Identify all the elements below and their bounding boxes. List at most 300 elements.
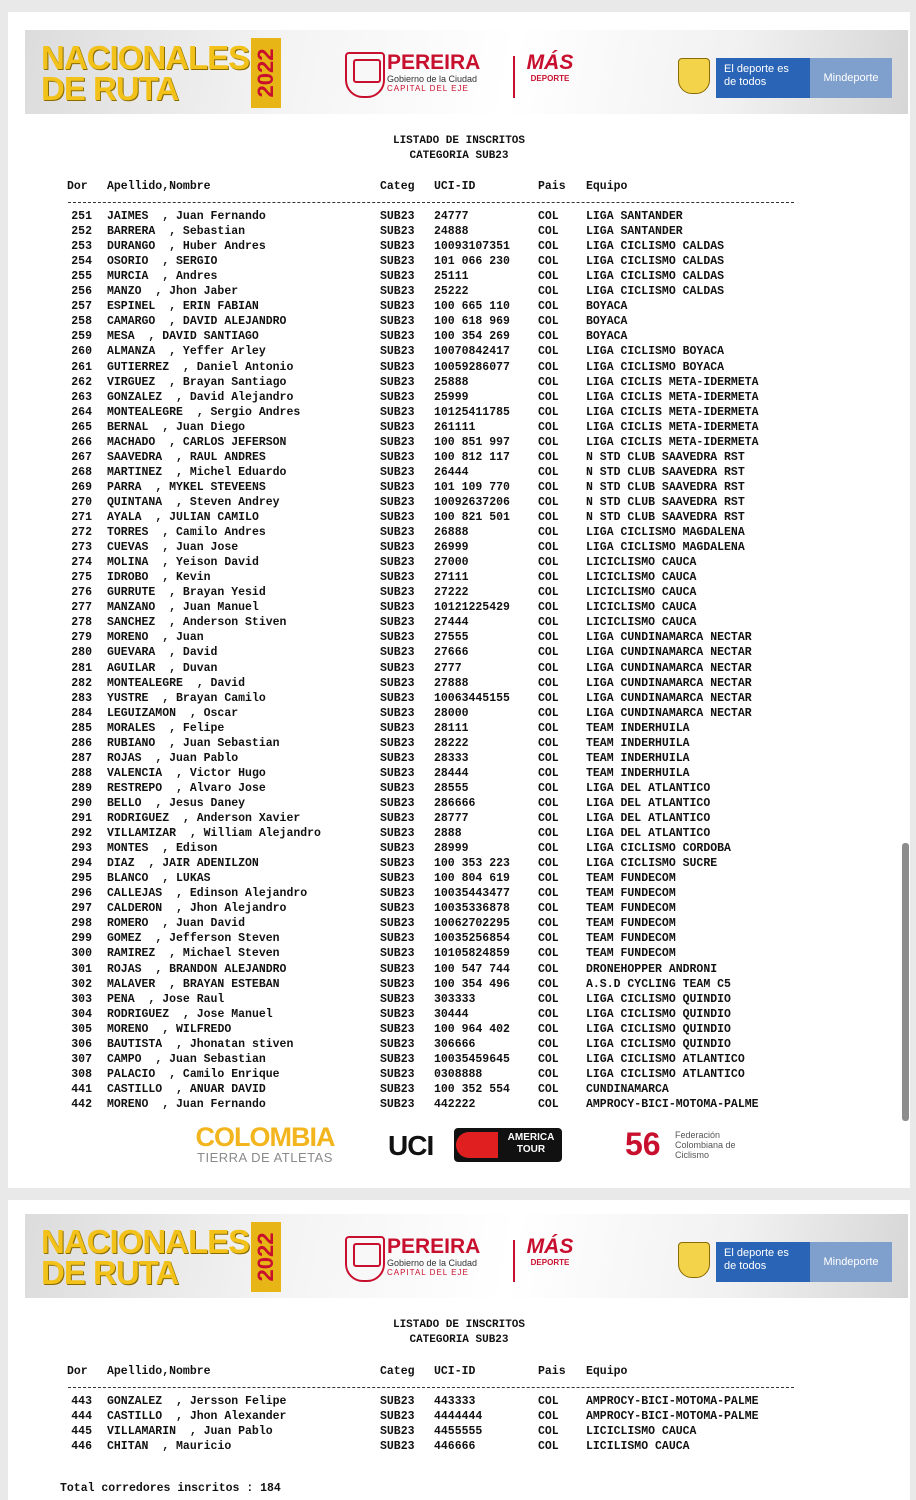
cell-equipo: LIGA CICLISMO SUCRE	[586, 857, 718, 871]
cell-equipo: TEAM INDERHUILA	[586, 751, 690, 765]
cell-uci-id: 2777	[434, 661, 462, 675]
cell-apellido: AYALA	[107, 511, 142, 524]
name-separator: ,	[141, 962, 170, 976]
cell-categ: SUB23	[380, 345, 415, 359]
cell-apellido-nombre	[107, 254, 217, 269]
total-riders: Total corredores inscritos : 184	[60, 1482, 281, 1495]
name-separator: ,	[141, 1052, 170, 1066]
cell-uci-id: 28444	[434, 766, 469, 780]
table-row	[8, 916, 910, 931]
cell-categ: SUB23	[380, 932, 415, 946]
cell-apellido: RUBIANO	[107, 736, 156, 750]
table-row	[8, 781, 910, 796]
cell-apellido: PENA	[107, 992, 135, 1006]
cell-apellido-nombre	[107, 405, 300, 420]
cell-categ: SUB23	[380, 796, 415, 810]
cell-apellido: QUINTANA	[107, 495, 163, 509]
cell-nombre: SERGIO	[176, 255, 218, 269]
cell-apellido-nombre	[107, 510, 259, 525]
cell-nombre: Brayan Santiago	[182, 375, 287, 389]
table-row	[8, 751, 910, 766]
cell-uci-id: 27222	[434, 586, 469, 600]
cell-apellido-nombre	[107, 841, 217, 856]
cell-categ: SUB23	[380, 812, 415, 825]
cell-apellido-nombre	[107, 931, 280, 946]
cell-pais: COL	[538, 887, 559, 901]
cell-dor: 287	[71, 751, 92, 765]
cell-nombre: Camilo Enrique	[182, 1067, 280, 1081]
cell-apellido: CHITAN	[107, 1440, 149, 1454]
cell-apellido: GUTIERREZ	[107, 360, 170, 374]
table-row	[8, 600, 910, 615]
cell-dor: 304	[71, 1007, 92, 1021]
fcc-logo-icon: 56	[625, 1126, 661, 1162]
cell-uci-id: 100 354 496	[434, 977, 510, 991]
logo-divider	[513, 1240, 515, 1282]
city-subtitle: Gobierno de la Ciudad	[387, 74, 478, 84]
name-separator: ,	[182, 676, 211, 690]
col-uci-id: UCI-ID	[434, 1365, 476, 1378]
cell-pais: COL	[538, 1052, 559, 1066]
cell-equipo: LIGA DEL ATLANTICO	[586, 781, 711, 795]
cell-categ: SUB23	[380, 661, 415, 675]
cell-equipo: DRONEHOPPER ANDRONI	[586, 962, 718, 976]
cell-uci-id: 24777	[434, 210, 469, 223]
cell-equipo: LIGA CICLIS META-IDERMETA	[586, 420, 759, 434]
cell-categ: SUB23	[380, 435, 415, 449]
cell-apellido-nombre	[107, 645, 217, 660]
cell-nombre: Juan Jose	[176, 541, 239, 555]
colombia-tagline: TIERRA DE ATLETAS	[197, 1150, 333, 1165]
cell-apellido-nombre	[107, 224, 245, 239]
cell-nombre: Brayan Yesid	[182, 586, 266, 600]
cell-equipo: AMPROCY-BICI-MOTOMA-PALME	[586, 1395, 759, 1408]
cell-apellido-nombre	[107, 299, 259, 314]
cell-nombre: Edison	[176, 842, 218, 856]
cell-uci-id: 25111	[434, 270, 469, 284]
cell-dor: 254	[71, 255, 92, 269]
table-row	[8, 901, 910, 916]
cell-apellido: ROMERO	[107, 917, 149, 931]
cell-apellido-nombre	[107, 1424, 273, 1439]
cell-apellido-nombre	[107, 329, 259, 344]
cell-uci-id: 26444	[434, 465, 469, 479]
cell-dor: 270	[71, 495, 92, 509]
cell-apellido: LEGUIZAMON	[107, 706, 177, 720]
name-separator: ,	[141, 751, 170, 765]
cell-nombre: Felipe	[182, 721, 225, 735]
cell-equipo: LIGA CICLISMO CALDAS	[586, 285, 725, 299]
cell-pais: COL	[538, 390, 559, 404]
cell-categ: SUB23	[380, 450, 415, 464]
cell-nombre: Anderson Xavier	[196, 812, 301, 825]
cell-equipo: BOYACA	[586, 315, 628, 329]
cell-pais: COL	[538, 796, 559, 810]
cell-pais: COL	[538, 932, 559, 946]
cell-uci-id: 10093107351	[434, 240, 510, 254]
name-separator: ,	[162, 781, 190, 795]
cell-categ: SUB23	[380, 646, 415, 660]
cell-nombre: WILFREDO	[176, 1022, 232, 1036]
cell-equipo: LIGA CICLIS META-IDERMETA	[586, 405, 759, 419]
cell-categ: SUB23	[380, 1037, 415, 1051]
cell-pais: COL	[538, 1037, 559, 1051]
cell-dor: 301	[71, 962, 92, 976]
table-row	[8, 495, 910, 510]
cell-categ: SUB23	[380, 541, 415, 555]
cell-pais: COL	[538, 1067, 559, 1081]
name-separator: ,	[155, 616, 183, 630]
name-separator: ,	[162, 766, 190, 780]
cell-categ: SUB23	[380, 420, 415, 434]
cell-equipo: AMPROCY-BICI-MOTOMA-PALME	[586, 1097, 759, 1111]
cell-categ: SUB23	[380, 902, 415, 916]
cell-uci-id: 306666	[434, 1037, 476, 1051]
table-row	[8, 329, 910, 344]
cell-categ: SUB23	[380, 857, 415, 871]
cell-pais: COL	[538, 480, 559, 494]
cell-apellido: MONTES	[107, 842, 149, 856]
cell-uci-id: 27000	[434, 556, 469, 570]
cell-equipo: LIGA SANTANDER	[586, 225, 683, 239]
table-row	[8, 585, 910, 600]
cell-categ: SUB23	[380, 842, 415, 856]
table-row	[8, 344, 910, 359]
cell-apellido-nombre	[107, 1082, 266, 1097]
cell-equipo: CUNDINAMARCA	[586, 1082, 669, 1096]
cell-equipo: LIGA CUNDINAMARCA NECTAR	[586, 691, 752, 705]
cell-pais: COL	[538, 706, 559, 720]
cell-apellido-nombre	[107, 314, 286, 329]
cell-apellido: CUEVAS	[107, 541, 149, 555]
cell-apellido: BELLO	[107, 796, 142, 810]
cell-dor: 277	[71, 601, 92, 615]
cell-apellido: VALENCIA	[107, 766, 163, 780]
cell-dor: 271	[71, 511, 92, 524]
cell-pais: COL	[538, 300, 559, 314]
table-row	[8, 570, 910, 585]
cell-apellido-nombre	[107, 239, 266, 254]
pereira-seal-icon	[345, 1236, 385, 1282]
cell-categ: SUB23	[380, 360, 415, 374]
table-row	[8, 1022, 910, 1037]
cell-apellido-nombre	[107, 360, 293, 375]
cell-uci-id: 100 821 501	[434, 511, 510, 524]
cell-categ: SUB23	[380, 917, 415, 931]
cell-categ: SUB23	[380, 721, 415, 735]
cell-dor: 261	[71, 360, 92, 374]
cell-apellido: CAMARGO	[107, 315, 156, 329]
cell-apellido-nombre	[107, 1409, 286, 1424]
cell-pais: COL	[538, 345, 559, 359]
cell-dor: 286	[71, 736, 92, 750]
cell-nombre: David	[210, 676, 246, 690]
cell-uci-id: 26888	[434, 526, 469, 540]
cell-pais: COL	[538, 225, 559, 239]
name-separator: ,	[155, 586, 183, 600]
cell-categ: SUB23	[380, 240, 415, 254]
cell-nombre: Duvan	[182, 661, 218, 675]
cell-uci-id: 10059286077	[434, 360, 510, 374]
cell-apellido-nombre	[107, 1067, 280, 1082]
cell-apellido: RODRIGUEZ	[107, 1007, 170, 1021]
event-logo	[41, 1223, 279, 1291]
cell-nombre: Victor Hugo	[189, 766, 266, 780]
table-row	[8, 871, 910, 886]
cell-pais: COL	[538, 812, 559, 825]
cell-pais: COL	[538, 842, 559, 856]
cell-nombre: Jhonatan stiven	[189, 1037, 294, 1051]
cell-equipo: LIGA CUNDINAMARCA NECTAR	[586, 646, 752, 660]
cell-nombre: JULIAN CAMILO	[169, 511, 259, 524]
cell-apellido-nombre	[107, 781, 266, 796]
cell-apellido-nombre	[107, 856, 259, 871]
cell-nombre: Yeison David	[176, 556, 259, 570]
cell-categ: SUB23	[380, 691, 415, 705]
cell-apellido-nombre	[107, 284, 238, 299]
name-separator: ,	[141, 285, 170, 299]
cell-apellido-nombre	[107, 661, 217, 676]
cell-uci-id: 28999	[434, 842, 469, 856]
cell-categ: SUB23	[380, 1022, 415, 1036]
cell-dor: 441	[71, 1082, 92, 1096]
cell-categ: SUB23	[380, 827, 415, 841]
cell-categ: SUB23	[380, 315, 415, 329]
cell-categ: SUB23	[380, 1410, 415, 1424]
pereira-seal-icon	[345, 52, 385, 98]
name-separator: ,	[148, 526, 177, 540]
cell-categ: SUB23	[380, 706, 415, 720]
cell-categ: SUB23	[380, 1052, 415, 1066]
cell-categ: SUB23	[380, 375, 415, 389]
cell-nombre: William Alejandro	[203, 827, 321, 841]
name-separator: ,	[155, 345, 183, 359]
cell-apellido: PARRA	[107, 480, 142, 494]
table-row	[8, 826, 910, 841]
cell-equipo: BOYACA	[586, 300, 628, 314]
cell-categ: SUB23	[380, 465, 415, 479]
cell-dor: 300	[71, 947, 92, 961]
cell-categ: SUB23	[380, 1067, 415, 1081]
name-separator: ,	[148, 556, 177, 570]
cell-uci-id: 100 353 223	[434, 857, 510, 871]
cell-apellido: CASTILLO	[107, 1082, 163, 1096]
cell-pais: COL	[538, 556, 559, 570]
cell-dor: 273	[71, 541, 92, 555]
cell-equipo: BOYACA	[586, 330, 628, 344]
name-separator: ,	[155, 601, 183, 615]
table-row	[8, 977, 910, 992]
name-separator: ,	[162, 1082, 190, 1096]
cell-categ: SUB23	[380, 255, 415, 269]
cell-uci-id: 25222	[434, 285, 469, 299]
name-separator: ,	[148, 1022, 177, 1036]
col-equipo: Equipo	[586, 180, 628, 193]
cell-apellido-nombre	[107, 691, 266, 706]
cell-apellido-nombre	[107, 390, 293, 405]
cell-apellido-nombre	[107, 585, 266, 600]
deporte-slogan: El deporte es de todos	[724, 1247, 789, 1272]
cell-dor: 279	[71, 631, 92, 645]
cell-nombre: DAVID SANTIAGO	[162, 330, 259, 344]
cell-apellido-nombre	[107, 946, 280, 961]
ministry-name: Mindeporte	[810, 58, 892, 98]
cell-uci-id: 10035256854	[434, 932, 510, 946]
list-title: LISTADO DE INSCRITOS	[392, 1319, 526, 1331]
cell-nombre: Juan Fernando	[176, 210, 266, 223]
cell-categ: SUB23	[380, 1425, 415, 1439]
event-year: 2022	[253, 48, 278, 98]
cell-dor: 288	[71, 766, 92, 780]
cell-apellido: MORENO	[107, 1022, 149, 1036]
table-row	[8, 1097, 910, 1112]
cell-apellido-nombre	[107, 435, 286, 450]
table-row	[8, 721, 910, 736]
cell-pais: COL	[538, 375, 559, 389]
name-separator: ,	[155, 240, 183, 254]
cell-apellido-nombre	[107, 751, 238, 766]
cell-equipo: LIGA CICLISMO BOYACA	[586, 345, 725, 359]
cell-categ: SUB23	[380, 1440, 415, 1454]
cell-apellido: CASTILLO	[107, 1410, 163, 1424]
cell-dor: 269	[71, 480, 92, 494]
colombia-logo	[180, 1124, 350, 1165]
cell-dor: 272	[71, 526, 92, 540]
name-separator: ,	[148, 210, 177, 223]
cell-equipo: LICICLISMO CAUCA	[586, 586, 697, 600]
category-title: CATEGORIA SUB23	[409, 150, 509, 162]
table-row	[8, 1424, 910, 1439]
name-separator: ,	[148, 842, 177, 856]
cell-dor: 251	[71, 210, 92, 223]
cell-nombre: BRAYAN ESTEBAN	[182, 977, 280, 991]
city-subtitle: Gobierno de la Ciudad	[387, 1258, 478, 1268]
cell-apellido: BERNAL	[107, 420, 149, 434]
table-header	[8, 179, 910, 194]
table-row	[8, 314, 910, 329]
cell-categ: SUB23	[380, 390, 415, 404]
cell-uci-id: 10035336878	[434, 902, 510, 916]
cell-pais: COL	[538, 315, 559, 329]
table-row	[8, 209, 910, 224]
cell-uci-id: 4444444	[434, 1410, 483, 1424]
cell-nombre: Juan Pablo	[203, 1425, 273, 1439]
cell-uci-id: 4455555	[434, 1425, 483, 1439]
city-tagline: CAPITAL DEL EJE	[387, 84, 469, 93]
name-separator: ,	[162, 1410, 190, 1424]
table-row	[8, 1439, 910, 1454]
cell-equipo: TEAM FUNDECOM	[586, 887, 676, 901]
cell-nombre: Daniel Antonio	[196, 360, 294, 374]
event-year-badge	[251, 38, 281, 108]
cell-equipo: LIGA CICLISMO CALDAS	[586, 270, 725, 284]
cell-apellido: ALMANZA	[107, 345, 156, 359]
list-heading	[8, 1318, 910, 1348]
mindeporte-logo	[716, 58, 892, 98]
name-separator: ,	[155, 1067, 183, 1081]
name-separator: ,	[148, 420, 177, 434]
cell-pais: COL	[538, 1410, 559, 1424]
scrollbar-thumb[interactable]	[902, 843, 909, 1121]
name-separator: ,	[176, 706, 204, 720]
fcc-name: Federación Colombiana de Ciclismo	[675, 1130, 736, 1160]
cell-pais: COL	[538, 511, 559, 524]
cell-categ: SUB23	[380, 601, 415, 615]
cell-nombre: MYKEL STEVEENS	[169, 480, 266, 494]
name-separator: ,	[155, 375, 183, 389]
cell-dor: 295	[71, 872, 92, 886]
col-equipo: Equipo	[586, 1365, 628, 1378]
cell-categ: SUB23	[380, 480, 415, 494]
cell-pais: COL	[538, 676, 559, 690]
cell-dor: 446	[71, 1440, 92, 1454]
cell-pais: COL	[538, 330, 559, 344]
cell-apellido-nombre	[107, 796, 245, 811]
cell-nombre: Oscar	[203, 706, 239, 720]
cell-categ: SUB23	[380, 270, 415, 284]
america-tour-text: AMERICA TOUR	[507, 1132, 555, 1155]
cell-uci-id: 100 547 744	[434, 962, 510, 976]
coat-of-arms-icon	[678, 1242, 710, 1278]
cell-nombre: Jhon Jaber	[169, 285, 239, 299]
cell-apellido-nombre	[107, 721, 224, 736]
cell-dor: 265	[71, 420, 92, 434]
list-title: LISTADO DE INSCRITOS	[392, 135, 526, 147]
cell-uci-id: 25999	[434, 390, 469, 404]
cell-uci-id: 10070842417	[434, 345, 510, 359]
cell-nombre: Jefferson Steven	[169, 932, 280, 946]
cell-equipo: LIGA CICLISMO MAGDALENA	[586, 526, 745, 540]
name-separator: ,	[162, 450, 190, 464]
cell-uci-id: 100 354 269	[434, 330, 510, 344]
cell-apellido-nombre	[107, 344, 266, 359]
header-separator	[68, 1387, 794, 1388]
cell-dor: 284	[71, 706, 92, 720]
cell-apellido: CALDERON	[107, 902, 163, 916]
cell-nombre: Jose Raul	[162, 992, 225, 1006]
cell-apellido: CALLEJAS	[107, 887, 163, 901]
cell-nombre: Jhon Alexander	[189, 1410, 287, 1424]
cell-uci-id: 303333	[434, 992, 476, 1006]
table-row	[8, 1409, 910, 1424]
cell-dor: 308	[71, 1067, 92, 1081]
cell-pais: COL	[538, 902, 559, 916]
cell-nombre: Michel Eduardo	[189, 465, 287, 479]
cell-apellido: VILLAMARIN	[107, 1425, 177, 1439]
cell-apellido: VILLAMIZAR	[107, 827, 177, 841]
cell-pais: COL	[538, 1097, 559, 1111]
cell-pais: COL	[538, 857, 559, 871]
cell-dor: 268	[71, 465, 92, 479]
table-row	[8, 269, 910, 284]
cell-apellido: MACHADO	[107, 435, 156, 449]
cell-equipo: N STD CLUB SAAVEDRA RST	[586, 495, 745, 509]
cell-nombre: Andres	[176, 270, 218, 284]
cell-uci-id: 10035459645	[434, 1052, 510, 1066]
cell-nombre: Sebastian	[182, 225, 246, 239]
name-separator: ,	[134, 857, 163, 871]
document-page-1	[8, 12, 910, 1188]
cell-pais: COL	[538, 992, 559, 1006]
city-name: PEREIRA	[387, 51, 481, 74]
cell-categ: SUB23	[380, 511, 415, 524]
table-row	[8, 1082, 910, 1097]
cell-uci-id: 27888	[434, 676, 469, 690]
cell-pais: COL	[538, 661, 559, 675]
name-separator: ,	[148, 691, 177, 705]
cell-categ: SUB23	[380, 676, 415, 690]
cell-apellido-nombre	[107, 540, 238, 555]
